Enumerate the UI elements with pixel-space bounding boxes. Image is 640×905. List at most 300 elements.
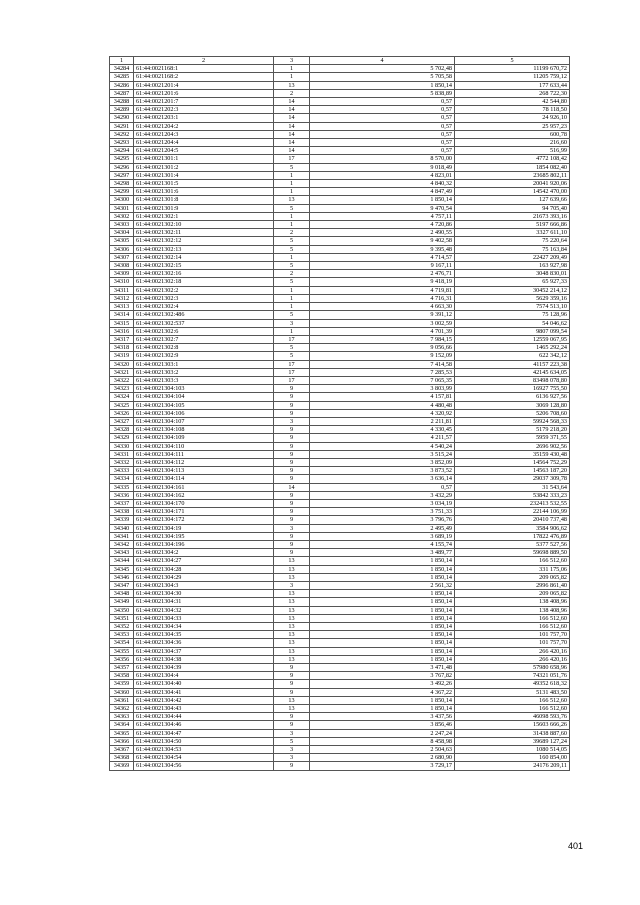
cadastral-value-cell: 83498 078,80 bbox=[455, 376, 570, 384]
table-row bbox=[110, 73, 570, 81]
row-number-cell: 34329 bbox=[110, 434, 134, 442]
row-number-cell: 34326 bbox=[110, 409, 134, 417]
row-number-cell: 34366 bbox=[110, 737, 134, 745]
row-number-cell: 34286 bbox=[110, 81, 134, 89]
table-row bbox=[110, 106, 570, 114]
group-code-cell: 13 bbox=[274, 696, 310, 704]
table-row bbox=[110, 754, 570, 762]
rate-value-cell: 1 850,14 bbox=[310, 623, 455, 631]
table-row bbox=[110, 204, 570, 212]
rate-value-cell: 2 476,71 bbox=[310, 270, 455, 278]
row-number-cell: 34324 bbox=[110, 393, 134, 401]
row-number-cell: 34334 bbox=[110, 475, 134, 483]
cadastral-number-cell: 61:44:0021302:11 bbox=[134, 229, 274, 237]
group-code-cell: 5 bbox=[274, 204, 310, 212]
row-number-cell: 34303 bbox=[110, 221, 134, 229]
cadastral-value-cell: 2696 902,56 bbox=[455, 442, 570, 450]
group-code-cell: 17 bbox=[274, 360, 310, 368]
table-row bbox=[110, 450, 570, 458]
table-row bbox=[110, 130, 570, 138]
cadastral-value-cell: 331 175,06 bbox=[455, 565, 570, 573]
cadastral-number-cell: 61:44:0021304:171 bbox=[134, 508, 274, 516]
row-number-cell: 34341 bbox=[110, 532, 134, 540]
cadastral-number-cell: 61:44:0021302:9 bbox=[134, 352, 274, 360]
cadastral-value-cell: 54 046,62 bbox=[455, 319, 570, 327]
row-number-cell: 34299 bbox=[110, 188, 134, 196]
rate-value-cell: 4 480,48 bbox=[310, 401, 455, 409]
cadastral-value-cell: 6136 927,56 bbox=[455, 393, 570, 401]
cadastral-value-cell: 4772 108,42 bbox=[455, 155, 570, 163]
table-row bbox=[110, 606, 570, 614]
row-number-cell: 34320 bbox=[110, 360, 134, 368]
row-number-cell: 34349 bbox=[110, 598, 134, 606]
rate-value-cell: 1 850,14 bbox=[310, 655, 455, 663]
group-code-cell: 9 bbox=[274, 475, 310, 483]
rate-value-cell: 1 850,14 bbox=[310, 606, 455, 614]
group-code-cell: 13 bbox=[274, 81, 310, 89]
cadastral-number-cell: 61:44:0021304:36 bbox=[134, 639, 274, 647]
row-number-cell: 34315 bbox=[110, 319, 134, 327]
rate-value-cell: 5 705,58 bbox=[310, 73, 455, 81]
rate-value-cell: 5 838,89 bbox=[310, 89, 455, 97]
rate-value-cell: 4 757,11 bbox=[310, 212, 455, 220]
rate-value-cell: 3 796,76 bbox=[310, 516, 455, 524]
rate-value-cell: 3 689,19 bbox=[310, 532, 455, 540]
group-code-cell: 3 bbox=[274, 417, 310, 425]
group-code-cell: 14 bbox=[274, 106, 310, 114]
rate-value-cell: 7 414,58 bbox=[310, 360, 455, 368]
row-number-cell: 34288 bbox=[110, 98, 134, 106]
rate-value-cell: 0,57 bbox=[310, 483, 455, 491]
cadastral-number-cell: 61:44:0021302:6 bbox=[134, 327, 274, 335]
cadastral-value-cell: 622 342,12 bbox=[455, 352, 570, 360]
row-number-cell: 34354 bbox=[110, 639, 134, 647]
group-code-cell: 9 bbox=[274, 442, 310, 450]
cadastral-value-cell: 74321 051,76 bbox=[455, 672, 570, 680]
group-code-cell: 3 bbox=[274, 729, 310, 737]
row-number-cell: 34336 bbox=[110, 491, 134, 499]
rate-value-cell: 1 850,14 bbox=[310, 590, 455, 598]
group-code-cell: 2 bbox=[274, 270, 310, 278]
table-row bbox=[110, 614, 570, 622]
cadastral-value-cell: 166 512,60 bbox=[455, 614, 570, 622]
rate-value-cell: 4 211,57 bbox=[310, 434, 455, 442]
cadastral-number-cell: 61:44:0021302:15 bbox=[134, 262, 274, 270]
group-code-cell: 5 bbox=[274, 163, 310, 171]
rate-value-cell: 2 490,55 bbox=[310, 229, 455, 237]
group-code-cell: 3 bbox=[274, 754, 310, 762]
group-code-cell: 9 bbox=[274, 688, 310, 696]
cadastral-number-cell: 61:44:0021304:41 bbox=[134, 688, 274, 696]
rate-value-cell: 4 701,39 bbox=[310, 327, 455, 335]
group-code-cell: 13 bbox=[274, 590, 310, 598]
row-number-cell: 34289 bbox=[110, 106, 134, 114]
group-code-cell: 14 bbox=[274, 98, 310, 106]
rate-value-cell: 0,57 bbox=[310, 147, 455, 155]
cadastral-number-cell: 61:44:0021304:31 bbox=[134, 598, 274, 606]
cadastral-value-cell: 3048 830,01 bbox=[455, 270, 570, 278]
cadastral-number-cell: 61:44:0021304:161 bbox=[134, 483, 274, 491]
table-row bbox=[110, 524, 570, 532]
cadastral-number-cell: 61:44:0021304:196 bbox=[134, 540, 274, 548]
table-row bbox=[110, 729, 570, 737]
table-row bbox=[110, 417, 570, 425]
group-code-cell: 5 bbox=[274, 737, 310, 745]
row-number-cell: 34364 bbox=[110, 721, 134, 729]
column-header-3: 3 bbox=[274, 57, 310, 65]
group-code-cell: 5 bbox=[274, 278, 310, 286]
cadastral-number-cell: 61:44:0021304:54 bbox=[134, 754, 274, 762]
cadastral-value-cell: 3327 611,10 bbox=[455, 229, 570, 237]
group-code-cell: 9 bbox=[274, 713, 310, 721]
cadastral-value-cell: 29037 309,78 bbox=[455, 475, 570, 483]
row-number-cell: 34310 bbox=[110, 278, 134, 286]
rate-value-cell: 3 515,24 bbox=[310, 450, 455, 458]
rate-value-cell: 1 850,14 bbox=[310, 573, 455, 581]
row-number-cell: 34308 bbox=[110, 262, 134, 270]
group-code-cell: 1 bbox=[274, 327, 310, 335]
cadastral-number-cell: 61:44:0021302:14 bbox=[134, 253, 274, 261]
group-code-cell: 14 bbox=[274, 122, 310, 130]
cadastral-value-cell: 39689 127,24 bbox=[455, 737, 570, 745]
group-code-cell: 5 bbox=[274, 344, 310, 352]
rate-value-cell: 3 002,59 bbox=[310, 319, 455, 327]
table-row bbox=[110, 762, 570, 770]
table-row bbox=[110, 475, 570, 483]
table-row bbox=[110, 409, 570, 417]
table-row bbox=[110, 483, 570, 491]
cadastral-number-cell: 61:44:0021304:105 bbox=[134, 401, 274, 409]
cadastral-number-cell: 61:44:0021304:34 bbox=[134, 623, 274, 631]
cadastral-value-cell: 160 854,00 bbox=[455, 754, 570, 762]
table-row bbox=[110, 147, 570, 155]
row-number-cell: 34353 bbox=[110, 631, 134, 639]
group-code-cell: 9 bbox=[274, 672, 310, 680]
table-row bbox=[110, 278, 570, 286]
table-row bbox=[110, 253, 570, 261]
rate-value-cell: 3 852,09 bbox=[310, 458, 455, 466]
cadastral-number-cell: 61:44:0021304:113 bbox=[134, 467, 274, 475]
table-row bbox=[110, 664, 570, 672]
group-code-cell: 13 bbox=[274, 705, 310, 713]
table-row bbox=[110, 344, 570, 352]
table-row bbox=[110, 352, 570, 360]
cadastral-value-cell: 11199 670,72 bbox=[455, 65, 570, 73]
table-row bbox=[110, 221, 570, 229]
group-code-cell: 13 bbox=[274, 631, 310, 639]
cadastral-value-cell: 75 163,84 bbox=[455, 245, 570, 253]
row-number-cell: 34292 bbox=[110, 130, 134, 138]
cadastral-number-cell: 61:44:0021304:40 bbox=[134, 680, 274, 688]
row-number-cell: 34300 bbox=[110, 196, 134, 204]
cadastral-number-cell: 61:44:0021301:4 bbox=[134, 171, 274, 179]
cadastral-number-cell: 61:44:0021302:10 bbox=[134, 221, 274, 229]
table-row bbox=[110, 368, 570, 376]
cadastral-number-cell: 61:44:0021302:537 bbox=[134, 319, 274, 327]
cadastral-value-cell: 22427 209,49 bbox=[455, 253, 570, 261]
cadastral-number-cell: 61:44:0021301:8 bbox=[134, 196, 274, 204]
table-row bbox=[110, 655, 570, 663]
table-row bbox=[110, 688, 570, 696]
group-code-cell: 9 bbox=[274, 721, 310, 729]
table-row bbox=[110, 98, 570, 106]
table-row bbox=[110, 713, 570, 721]
cadastral-number-cell: 61:44:0021304:53 bbox=[134, 746, 274, 754]
cadastral-value-cell: 12559 067,95 bbox=[455, 335, 570, 343]
row-number-cell: 34319 bbox=[110, 352, 134, 360]
table-row bbox=[110, 376, 570, 384]
row-number-cell: 34294 bbox=[110, 147, 134, 155]
cadastral-number-cell: 61:44:0021304:170 bbox=[134, 499, 274, 507]
cadastral-number-cell: 61:44:0021301:2 bbox=[134, 163, 274, 171]
cadastral-number-cell: 61:44:0021304:42 bbox=[134, 696, 274, 704]
cadastral-number-cell: 61:44:0021204:4 bbox=[134, 139, 274, 147]
table-row bbox=[110, 303, 570, 311]
table-row bbox=[110, 327, 570, 335]
rate-value-cell: 9 418,19 bbox=[310, 278, 455, 286]
cadastral-value-cell: 5179 218,20 bbox=[455, 426, 570, 434]
rate-value-cell: 4 157,81 bbox=[310, 393, 455, 401]
cadastral-value-cell: 24176 209,11 bbox=[455, 762, 570, 770]
cadastral-value-cell: 209 065,82 bbox=[455, 590, 570, 598]
group-code-cell: 17 bbox=[274, 155, 310, 163]
table-row bbox=[110, 245, 570, 253]
group-code-cell: 13 bbox=[274, 639, 310, 647]
cadastral-value-cell: 177 633,44 bbox=[455, 81, 570, 89]
cadastral-value-cell: 266 420,16 bbox=[455, 655, 570, 663]
table-row bbox=[110, 549, 570, 557]
group-code-cell: 9 bbox=[274, 549, 310, 557]
cadastral-value-cell: 42145 634,05 bbox=[455, 368, 570, 376]
group-code-cell: 13 bbox=[274, 606, 310, 614]
row-number-cell: 34343 bbox=[110, 549, 134, 557]
rate-value-cell: 1 850,14 bbox=[310, 81, 455, 89]
table-row bbox=[110, 540, 570, 548]
cadastral-number-cell: 61:44:0021304:46 bbox=[134, 721, 274, 729]
cadastral-number-cell: 61:44:0021304:35 bbox=[134, 631, 274, 639]
group-code-cell: 13 bbox=[274, 565, 310, 573]
cadastral-value-cell: 9807 099,54 bbox=[455, 327, 570, 335]
cadastral-value-cell: 30452 214,12 bbox=[455, 286, 570, 294]
rate-value-cell: 0,57 bbox=[310, 106, 455, 114]
group-code-cell: 9 bbox=[274, 393, 310, 401]
table-row bbox=[110, 89, 570, 97]
cadastral-value-cell: 14563 187,20 bbox=[455, 467, 570, 475]
cadastral-number-cell: 61:44:0021302:2 bbox=[134, 286, 274, 294]
cadastral-value-cell: 75 128,96 bbox=[455, 311, 570, 319]
cadastral-number-cell: 61:44:0021302:13 bbox=[134, 245, 274, 253]
row-number-cell: 34348 bbox=[110, 590, 134, 598]
cadastral-number-cell: 61:44:0021304:28 bbox=[134, 565, 274, 573]
row-number-cell: 34309 bbox=[110, 270, 134, 278]
table-row bbox=[110, 188, 570, 196]
rate-value-cell: 9 391,12 bbox=[310, 311, 455, 319]
table-row bbox=[110, 573, 570, 581]
cadastral-value-cell: 1080 514,05 bbox=[455, 746, 570, 754]
rate-value-cell: 0,57 bbox=[310, 139, 455, 147]
cadastral-number-cell: 61:44:0021304:47 bbox=[134, 729, 274, 737]
rate-value-cell: 9 167,11 bbox=[310, 262, 455, 270]
cadastral-number-cell: 61:44:0021303:1 bbox=[134, 360, 274, 368]
rate-value-cell: 2 561,32 bbox=[310, 582, 455, 590]
rate-value-cell: 4 720,86 bbox=[310, 221, 455, 229]
table-row bbox=[110, 705, 570, 713]
row-number-cell: 34368 bbox=[110, 754, 134, 762]
rate-value-cell: 2 247,24 bbox=[310, 729, 455, 737]
cadastral-number-cell: 61:44:0021304:114 bbox=[134, 475, 274, 483]
row-number-cell: 34302 bbox=[110, 212, 134, 220]
cadastral-value-cell: 20041 920,06 bbox=[455, 180, 570, 188]
cadastral-value-cell: 24 926,10 bbox=[455, 114, 570, 122]
cadastral-value-cell: 1854 082,40 bbox=[455, 163, 570, 171]
rate-value-cell: 3 471,48 bbox=[310, 664, 455, 672]
cadastral-number-cell: 61:44:0021304:32 bbox=[134, 606, 274, 614]
group-code-cell: 9 bbox=[274, 499, 310, 507]
cadastral-value-cell: 23685 802,11 bbox=[455, 171, 570, 179]
group-code-cell: 9 bbox=[274, 540, 310, 548]
group-code-cell: 14 bbox=[274, 139, 310, 147]
rate-value-cell: 0,57 bbox=[310, 130, 455, 138]
table-row bbox=[110, 491, 570, 499]
cadastral-number-cell: 61:44:0021302:8 bbox=[134, 344, 274, 352]
row-number-cell: 34358 bbox=[110, 672, 134, 680]
row-number-cell: 34328 bbox=[110, 426, 134, 434]
group-code-cell: 13 bbox=[274, 196, 310, 204]
row-number-cell: 34345 bbox=[110, 565, 134, 573]
cadastral-number-cell: 61:44:0021168:1 bbox=[134, 65, 274, 73]
rate-value-cell: 2 504,63 bbox=[310, 746, 455, 754]
row-number-cell: 34333 bbox=[110, 467, 134, 475]
row-number-cell: 34318 bbox=[110, 344, 134, 352]
row-number-cell: 34359 bbox=[110, 680, 134, 688]
row-number-cell: 34360 bbox=[110, 688, 134, 696]
table-row bbox=[110, 565, 570, 573]
group-code-cell: 13 bbox=[274, 557, 310, 565]
cadastral-number-cell: 61:44:0021203:1 bbox=[134, 114, 274, 122]
group-code-cell: 1 bbox=[274, 212, 310, 220]
group-code-cell: 5 bbox=[274, 237, 310, 245]
row-number-cell: 34346 bbox=[110, 573, 134, 581]
rate-value-cell: 9 056,66 bbox=[310, 344, 455, 352]
row-number-cell: 34293 bbox=[110, 139, 134, 147]
group-code-cell: 3 bbox=[274, 746, 310, 754]
table-row bbox=[110, 319, 570, 327]
table-row bbox=[110, 270, 570, 278]
cadastral-number-cell: 61:44:0021304:162 bbox=[134, 491, 274, 499]
rate-value-cell: 3 856,46 bbox=[310, 721, 455, 729]
table-row bbox=[110, 532, 570, 540]
cadastral-number-cell: 61:44:0021304:33 bbox=[134, 614, 274, 622]
row-number-cell: 34295 bbox=[110, 155, 134, 163]
rate-value-cell: 5 702,48 bbox=[310, 65, 455, 73]
cadastral-number-cell: 61:44:0021304:38 bbox=[134, 655, 274, 663]
row-number-cell: 34327 bbox=[110, 417, 134, 425]
row-number-cell: 34330 bbox=[110, 442, 134, 450]
group-code-cell: 3 bbox=[274, 524, 310, 532]
group-code-cell: 14 bbox=[274, 130, 310, 138]
row-number-cell: 34357 bbox=[110, 664, 134, 672]
table-row bbox=[110, 401, 570, 409]
table-row bbox=[110, 467, 570, 475]
row-number-cell: 34297 bbox=[110, 171, 134, 179]
table-body bbox=[110, 65, 570, 770]
group-code-cell: 1 bbox=[274, 294, 310, 302]
row-number-cell: 34323 bbox=[110, 385, 134, 393]
table-row bbox=[110, 163, 570, 171]
group-code-cell: 1 bbox=[274, 188, 310, 196]
row-number-cell: 34291 bbox=[110, 122, 134, 130]
table-row bbox=[110, 229, 570, 237]
rate-value-cell: 8 570,00 bbox=[310, 155, 455, 163]
cadastral-number-cell: 61:44:0021301:9 bbox=[134, 204, 274, 212]
cadastral-value-cell: 31438 887,60 bbox=[455, 729, 570, 737]
row-number-cell: 34314 bbox=[110, 311, 134, 319]
cadastral-value-cell: 232413 532,55 bbox=[455, 499, 570, 507]
column-header-5: 5 bbox=[455, 57, 570, 65]
group-code-cell: 17 bbox=[274, 335, 310, 343]
cadastral-value-cell: 16927 755,50 bbox=[455, 385, 570, 393]
group-code-cell: 9 bbox=[274, 401, 310, 409]
cadastral-value-cell: 166 512,60 bbox=[455, 705, 570, 713]
rate-value-cell: 4 663,30 bbox=[310, 303, 455, 311]
row-number-cell: 34347 bbox=[110, 582, 134, 590]
row-number-cell: 34321 bbox=[110, 368, 134, 376]
group-code-cell: 1 bbox=[274, 253, 310, 261]
row-number-cell: 34363 bbox=[110, 713, 134, 721]
group-code-cell: 9 bbox=[274, 385, 310, 393]
table-row bbox=[110, 647, 570, 655]
cadastral-value-cell: 3584 906,62 bbox=[455, 524, 570, 532]
row-number-cell: 34356 bbox=[110, 655, 134, 663]
rate-value-cell: 3 437,56 bbox=[310, 713, 455, 721]
group-code-cell: 13 bbox=[274, 614, 310, 622]
cadastral-number-cell: 61:44:0021302:1 bbox=[134, 212, 274, 220]
cadastral-value-cell: 600,78 bbox=[455, 130, 570, 138]
group-code-cell: 9 bbox=[274, 664, 310, 672]
cadastral-value-cell: 5377 527,56 bbox=[455, 540, 570, 548]
rate-value-cell: 4 840,32 bbox=[310, 180, 455, 188]
cadastral-value-cell: 35159 430,48 bbox=[455, 450, 570, 458]
rate-value-cell: 9 395,48 bbox=[310, 245, 455, 253]
cadastral-number-cell: 61:44:0021304:109 bbox=[134, 434, 274, 442]
rate-value-cell: 3 034,19 bbox=[310, 499, 455, 507]
rate-value-cell: 2 680,90 bbox=[310, 754, 455, 762]
table-row bbox=[110, 639, 570, 647]
cadastral-value-cell: 57980 658,96 bbox=[455, 664, 570, 672]
cadastral-value-cell: 166 512,60 bbox=[455, 696, 570, 704]
table-row bbox=[110, 335, 570, 343]
row-number-cell: 34285 bbox=[110, 73, 134, 81]
rate-value-cell: 0,57 bbox=[310, 114, 455, 122]
rate-value-cell: 1 850,14 bbox=[310, 631, 455, 639]
row-number-cell: 34355 bbox=[110, 647, 134, 655]
table-row bbox=[110, 171, 570, 179]
cadastral-number-cell: 61:44:0021301:1 bbox=[134, 155, 274, 163]
cadastral-number-cell: 61:44:0021304:19 bbox=[134, 524, 274, 532]
page-number: 401 bbox=[568, 841, 584, 851]
table-row bbox=[110, 360, 570, 368]
row-number-cell: 34313 bbox=[110, 303, 134, 311]
table-row bbox=[110, 582, 570, 590]
cadastral-number-cell: 61:44:0021204:2 bbox=[134, 122, 274, 130]
cadastral-number-cell: 61:44:0021302:3 bbox=[134, 294, 274, 302]
group-code-cell: 5 bbox=[274, 245, 310, 253]
rate-value-cell: 8 458,98 bbox=[310, 737, 455, 745]
group-code-cell: 13 bbox=[274, 598, 310, 606]
rate-value-cell: 1 850,14 bbox=[310, 639, 455, 647]
table-row bbox=[110, 155, 570, 163]
row-number-cell: 34284 bbox=[110, 65, 134, 73]
